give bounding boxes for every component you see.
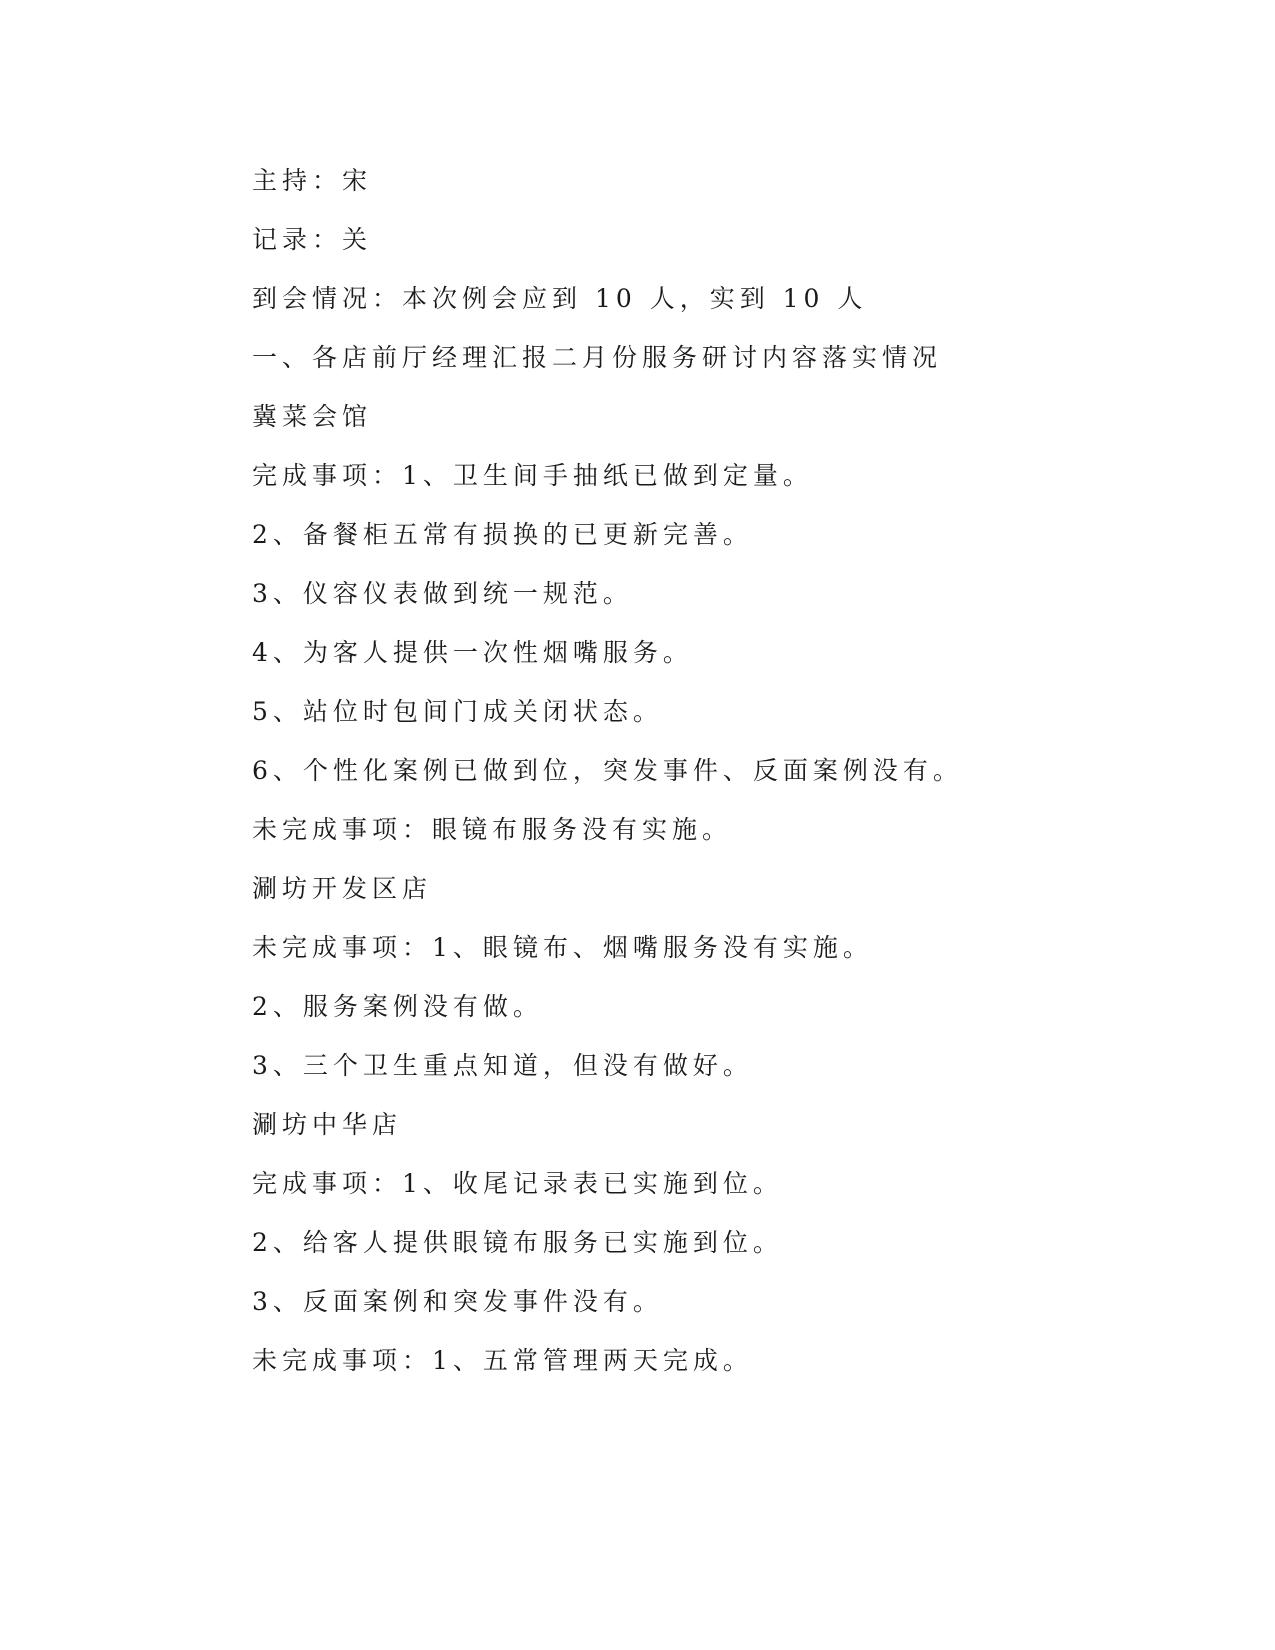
list-item: 完成事项：1、卫生间手抽纸已做到定量。 bbox=[252, 461, 813, 490]
list-item: 3、仪容仪表做到统一规范。 bbox=[252, 579, 633, 608]
store-heading-jicai: 冀菜会馆 bbox=[252, 402, 373, 431]
list-item: 6、个性化案例已做到位，突发事件、反面案例没有。 bbox=[252, 756, 963, 785]
list-item: 未完成事项：眼镜布服务没有实施。 bbox=[252, 815, 733, 844]
recorder-line: 记录：关 bbox=[252, 225, 373, 254]
store-heading-zhonghua: 涮坊中华店 bbox=[252, 1110, 403, 1139]
list-item: 2、给客人提供眼镜布服务已实施到位。 bbox=[252, 1228, 783, 1257]
store-heading-kaifaqu: 涮坊开发区店 bbox=[252, 874, 433, 903]
list-item: 3、反面案例和突发事件没有。 bbox=[252, 1287, 663, 1316]
section-heading: 一、各店前厅经理汇报二月份服务研讨内容落实情况 bbox=[252, 343, 943, 372]
list-item: 4、为客人提供一次性烟嘴服务。 bbox=[252, 638, 693, 667]
list-item: 未完成事项：1、眼镜布、烟嘴服务没有实施。 bbox=[252, 933, 873, 962]
list-item: 完成事项：1、收尾记录表已实施到位。 bbox=[252, 1169, 783, 1198]
list-item: 2、服务案例没有做。 bbox=[252, 992, 543, 1021]
document-body bbox=[252, 157, 1152, 1396]
list-item: 3、三个卫生重点知道，但没有做好。 bbox=[252, 1051, 753, 1080]
list-item: 2、备餐柜五常有损换的已更新完善。 bbox=[252, 520, 753, 549]
list-item: 未完成事项：1、五常管理两天完成。 bbox=[252, 1346, 753, 1375]
list-item: 5、站位时包间门成关闭状态。 bbox=[252, 697, 663, 726]
host-line: 主持：宋 bbox=[252, 166, 373, 195]
attendance-line: 到会情况：本次例会应到 10 人，实到 10 人 bbox=[252, 284, 868, 313]
